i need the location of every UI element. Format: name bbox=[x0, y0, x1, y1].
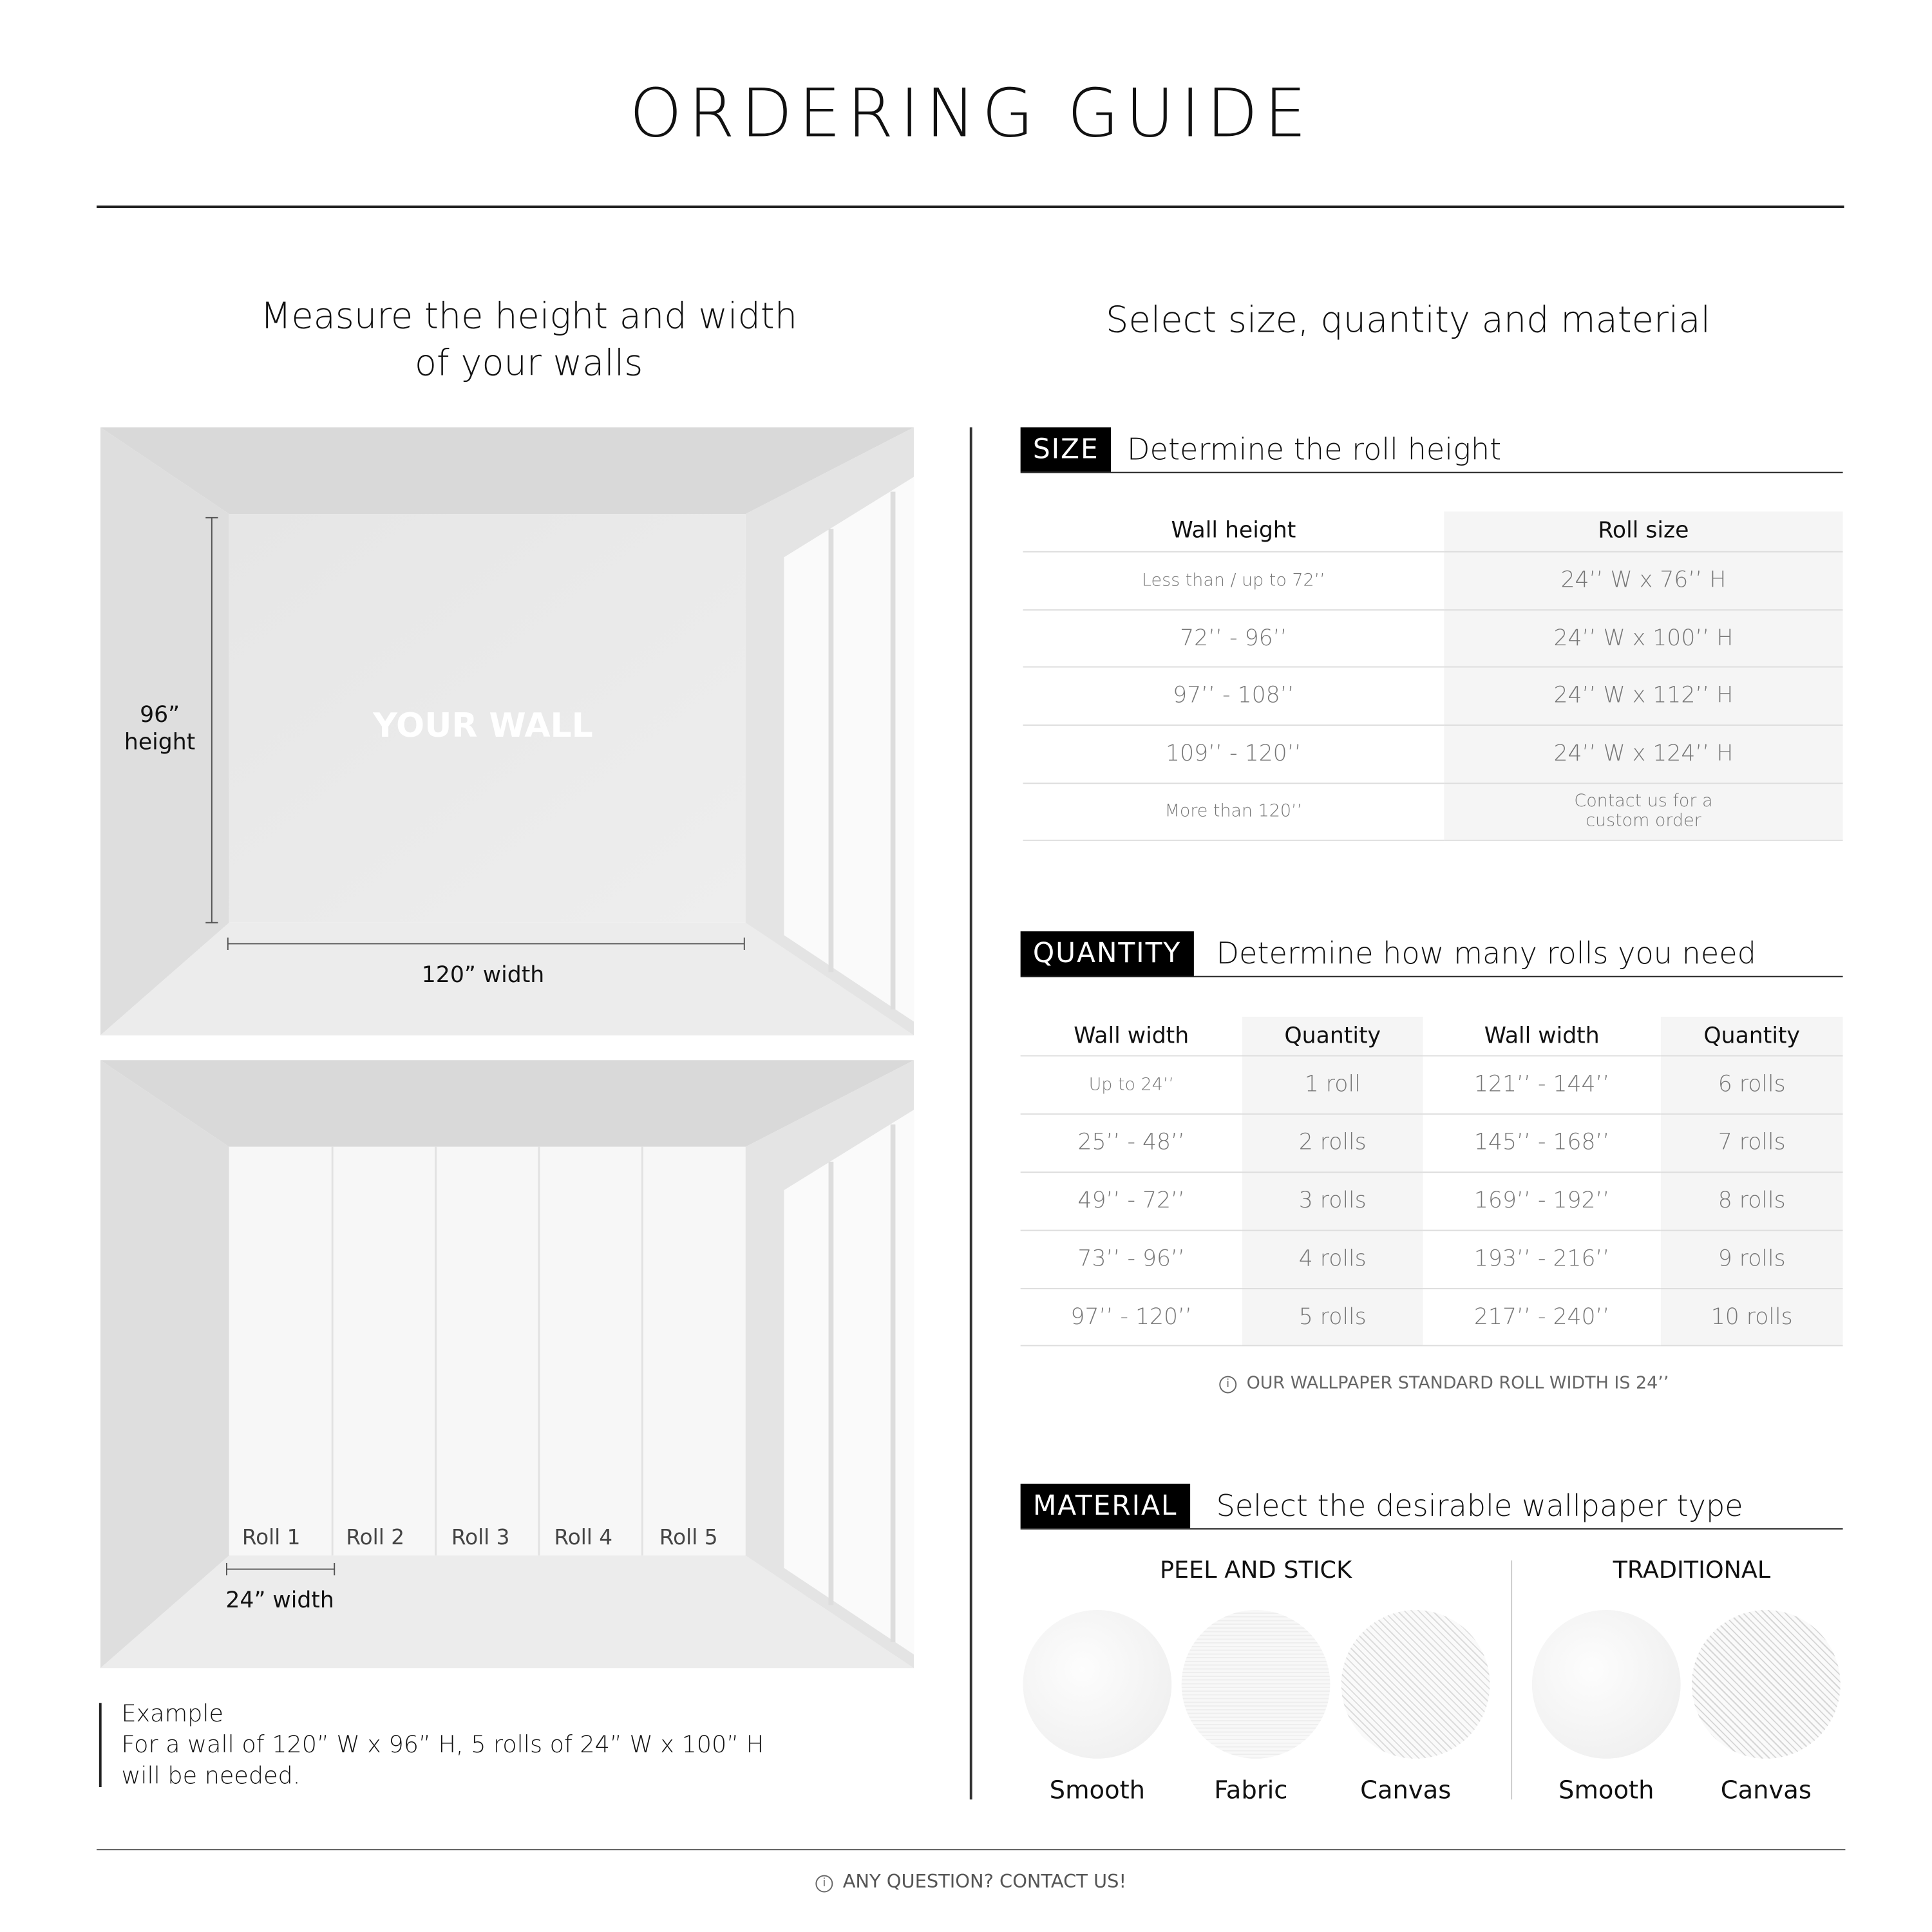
wall-width-cell: 49’’ - 72’’ bbox=[1021, 1171, 1242, 1229]
height-measurement-label bbox=[124, 702, 195, 757]
canvas-texture-swatch[interactable] bbox=[1692, 1610, 1841, 1759]
quantity-cell: 8 rolls bbox=[1661, 1171, 1843, 1229]
column-header: Quantity bbox=[1661, 1017, 1843, 1056]
quantity-cell: 5 rolls bbox=[1242, 1288, 1423, 1345]
fabric-texture-swatch[interactable] bbox=[1182, 1610, 1331, 1759]
wall-height-cell: 97’’ - 108’’ bbox=[1023, 667, 1444, 724]
roll-size-cell: 24’’ W x 112’’ H bbox=[1444, 667, 1842, 724]
wall-width-cell: 121’’ - 144’’ bbox=[1423, 1055, 1661, 1113]
material-section-header bbox=[1021, 1484, 1843, 1530]
info-icon: i bbox=[815, 1875, 833, 1893]
table-row bbox=[1021, 1171, 1843, 1229]
quantity-cell: 10 rolls bbox=[1661, 1288, 1843, 1345]
example-title: Example bbox=[121, 1700, 223, 1728]
wall-height-cell: 72’’ - 96’’ bbox=[1023, 609, 1444, 666]
material-subtitle: Select the desirable wallpaper type bbox=[1216, 1488, 1743, 1524]
material-label-fabric: Fabric bbox=[1214, 1774, 1288, 1804]
right-heading: Select size, quantity and material bbox=[1106, 298, 1711, 341]
size-subtitle: Determine the roll height bbox=[1127, 432, 1502, 468]
column-header: Wall width bbox=[1423, 1017, 1661, 1056]
roll-size-cell: Contact us for a custom order bbox=[1444, 782, 1842, 839]
roll-label: Roll 3 bbox=[451, 1526, 510, 1551]
column-header: Wall height bbox=[1023, 511, 1444, 551]
quantity-cell: 4 rolls bbox=[1242, 1230, 1423, 1288]
roll-width-label: 24” width bbox=[225, 1587, 334, 1614]
table-header-row bbox=[1021, 1017, 1843, 1056]
wall-width-cell: 193’’ - 216’’ bbox=[1423, 1230, 1661, 1288]
material-label-canvas: Canvas bbox=[1720, 1774, 1812, 1804]
quantity-cell: 7 rolls bbox=[1661, 1113, 1843, 1171]
wall-width-cell: 73’’ - 96’’ bbox=[1021, 1230, 1242, 1288]
wall-width-cell: 169’’ - 192’’ bbox=[1423, 1171, 1661, 1229]
info-icon: i bbox=[1219, 1376, 1236, 1394]
wall-width-cell: 145’’ - 168’’ bbox=[1423, 1113, 1661, 1171]
wall-height-cell: More than 120’’ bbox=[1023, 782, 1444, 839]
traditional-heading: TRADITIONAL bbox=[1613, 1557, 1771, 1584]
roll-label: Roll 4 bbox=[554, 1526, 613, 1551]
width-measurement-label: 120” width bbox=[421, 962, 545, 989]
height-label: height bbox=[124, 729, 196, 756]
material-label-canvas: Canvas bbox=[1360, 1774, 1452, 1804]
quantity-subtitle: Determine how many rolls you need bbox=[1216, 936, 1756, 971]
table-header-row bbox=[1023, 511, 1842, 551]
material-tag: MATERIAL bbox=[1021, 1484, 1190, 1528]
table-row bbox=[1023, 782, 1842, 839]
size-tag: SIZE bbox=[1021, 427, 1112, 471]
smooth-texture-swatch[interactable] bbox=[1532, 1610, 1681, 1759]
your-wall-label: YOUR WALL bbox=[373, 707, 593, 746]
canvas-texture-swatch[interactable] bbox=[1341, 1610, 1490, 1759]
left-heading bbox=[260, 292, 797, 386]
material-label-smooth: Smooth bbox=[1558, 1774, 1654, 1804]
wall-width-cell: Up to 24’’ bbox=[1021, 1055, 1242, 1113]
quantity-cell: 2 rolls bbox=[1242, 1113, 1423, 1171]
column-divider bbox=[970, 427, 972, 1799]
column-header: Quantity bbox=[1242, 1017, 1423, 1056]
roll-size-cell: 24’’ W x 124’’ H bbox=[1444, 724, 1842, 782]
table-row bbox=[1021, 1113, 1843, 1171]
quantity-table bbox=[1021, 1017, 1843, 1346]
size-table bbox=[1023, 511, 1842, 840]
example-text bbox=[121, 1699, 764, 1792]
roll-label: Roll 5 bbox=[659, 1526, 718, 1551]
wall-width-cell: 25’’ - 48’’ bbox=[1021, 1113, 1242, 1171]
roll-size-cell: 24’’ W x 76’’ H bbox=[1444, 551, 1842, 609]
roll-width-note-text: OUR WALLPAPER STANDARD ROLL WIDTH IS 24’’ bbox=[1246, 1373, 1669, 1394]
wall-height-cell: Less than / up to 72’’ bbox=[1023, 551, 1444, 609]
wall-width-cell: 217’’ - 240’’ bbox=[1423, 1288, 1661, 1345]
table-row bbox=[1023, 551, 1842, 609]
quantity-cell: 9 rolls bbox=[1661, 1230, 1843, 1288]
top-divider bbox=[97, 205, 1844, 207]
smooth-texture-swatch[interactable] bbox=[1023, 1610, 1171, 1759]
table-row bbox=[1023, 609, 1842, 666]
wall-height-cell: 109’’ - 120’’ bbox=[1023, 724, 1444, 782]
size-section-header bbox=[1021, 427, 1843, 473]
table-row bbox=[1021, 1288, 1843, 1345]
column-header: Wall width bbox=[1021, 1017, 1242, 1056]
material-label-smooth: Smooth bbox=[1049, 1774, 1146, 1804]
table-row bbox=[1021, 1055, 1843, 1113]
roll-label: Roll 1 bbox=[242, 1526, 301, 1551]
example-bar bbox=[99, 1703, 101, 1787]
material-divider bbox=[1511, 1560, 1512, 1799]
page-title: ORDERING GUIDE bbox=[629, 74, 1313, 153]
room-illustration-rolls bbox=[100, 1060, 914, 1668]
example-line1: For a wall of 120” W x 96” H, 5 rolls of 24” W x 100” H bbox=[121, 1731, 764, 1759]
height-value: 96” bbox=[140, 702, 180, 728]
left-heading-line1: Measure the height and width bbox=[260, 294, 798, 337]
peel-and-stick-heading: PEEL AND STICK bbox=[1160, 1557, 1352, 1584]
left-heading-line2: of your walls bbox=[414, 341, 643, 384]
quantity-section-header bbox=[1021, 931, 1843, 977]
contact-text: ANY QUESTION? CONTACT US! bbox=[842, 1870, 1127, 1893]
bottom-divider bbox=[97, 1849, 1845, 1850]
table-row bbox=[1021, 1230, 1843, 1288]
example-line2: will be needed. bbox=[121, 1762, 301, 1790]
roll-width-note bbox=[1219, 1374, 1669, 1394]
quantity-tag: QUANTITY bbox=[1021, 931, 1194, 976]
quantity-cell: 3 rolls bbox=[1242, 1171, 1423, 1229]
table-row bbox=[1023, 724, 1842, 782]
wall-width-cell: 97’’ - 120’’ bbox=[1021, 1288, 1242, 1345]
quantity-cell: 1 roll bbox=[1242, 1055, 1423, 1113]
roll-label: Roll 2 bbox=[346, 1526, 405, 1551]
roll-size-cell: 24’’ W x 100’’ H bbox=[1444, 609, 1842, 666]
column-header: Roll size bbox=[1444, 511, 1842, 551]
quantity-cell: 6 rolls bbox=[1661, 1055, 1843, 1113]
table-row bbox=[1023, 667, 1842, 724]
contact-link[interactable] bbox=[815, 1870, 1126, 1893]
